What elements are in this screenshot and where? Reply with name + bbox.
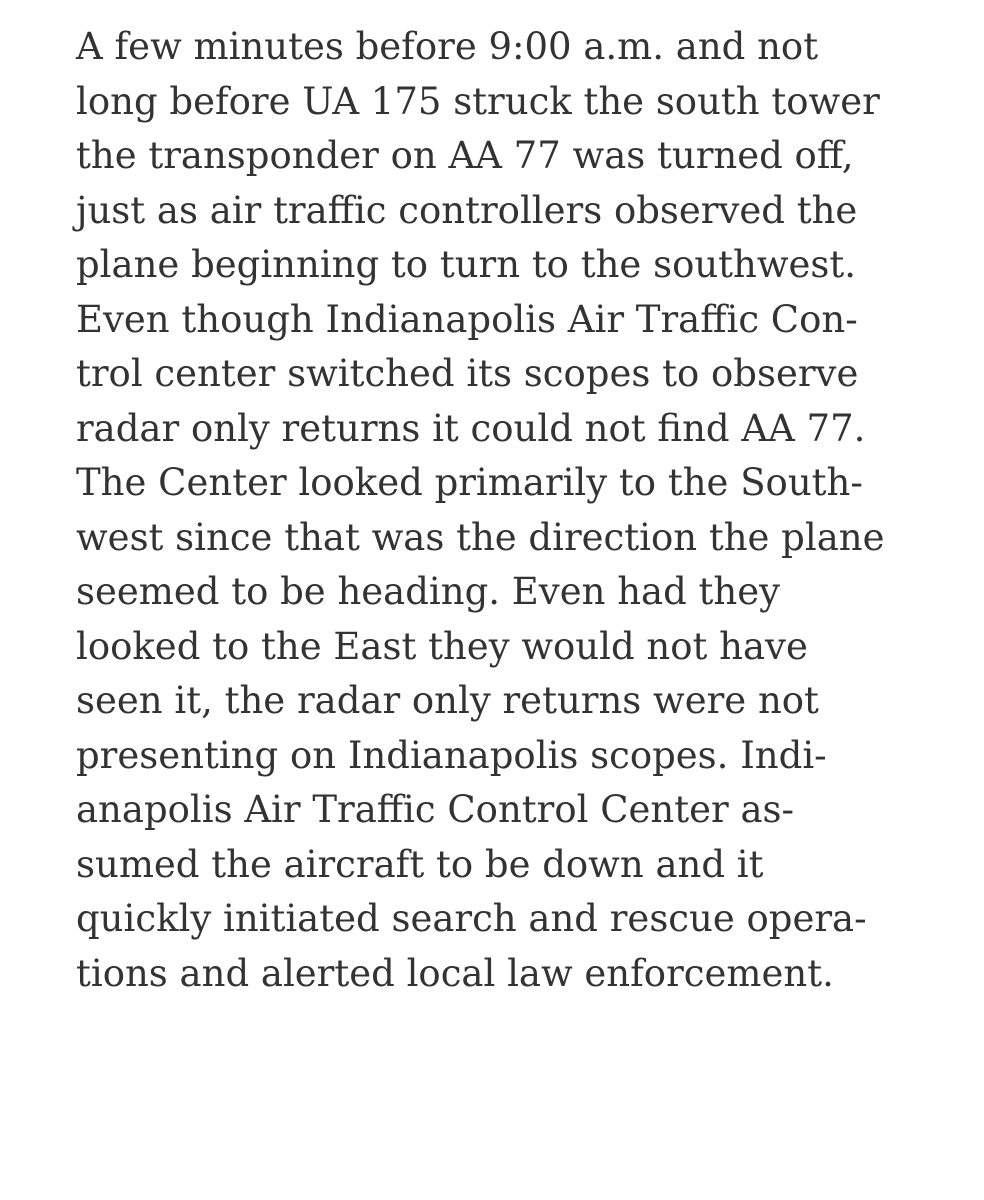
paragraph-line: presenting on Indianapolis scopes. Indi- [76, 733, 827, 777]
paragraph-line: just as air traffic controllers observed the [76, 188, 858, 232]
paragraph-line: looked to the East they would not have [76, 624, 808, 668]
paragraph-line: A few minutes before 9:00 a.m. and not [76, 25, 819, 68]
paragraph-line: Even though Indianapolis Air Traffic Con- [76, 297, 858, 341]
paragraph-line: seemed to be heading. Even had they [76, 570, 781, 613]
paragraph-line: anapolis Air Traffic Control Center as- [76, 788, 794, 831]
paragraph-line: the transponder on AA 77 was turned off, [76, 134, 854, 177]
article-paragraph [76, 20, 956, 1001]
paragraph-line: quickly initiated search and rescue opera- [76, 897, 867, 940]
paragraph-line: long before UA 175 struck the south tower [76, 79, 880, 123]
paragraph-line: radar only returns it could not find AA 77. [76, 406, 866, 450]
paragraph-line: west since that was the direction the plane [76, 515, 885, 559]
paragraph-line: seen it, the radar only returns were not [76, 679, 819, 722]
paragraph-line: sumed the aircraft to be down and it [76, 842, 764, 886]
paragraph-line: The Center looked primarily to the South- [76, 461, 863, 504]
paragraph-line: plane beginning to turn to the southwest. [76, 243, 857, 286]
paragraph-line: trol center switched its scopes to observe [76, 352, 859, 395]
paragraph-line: tions and alerted local law enforcement. [76, 951, 834, 995]
